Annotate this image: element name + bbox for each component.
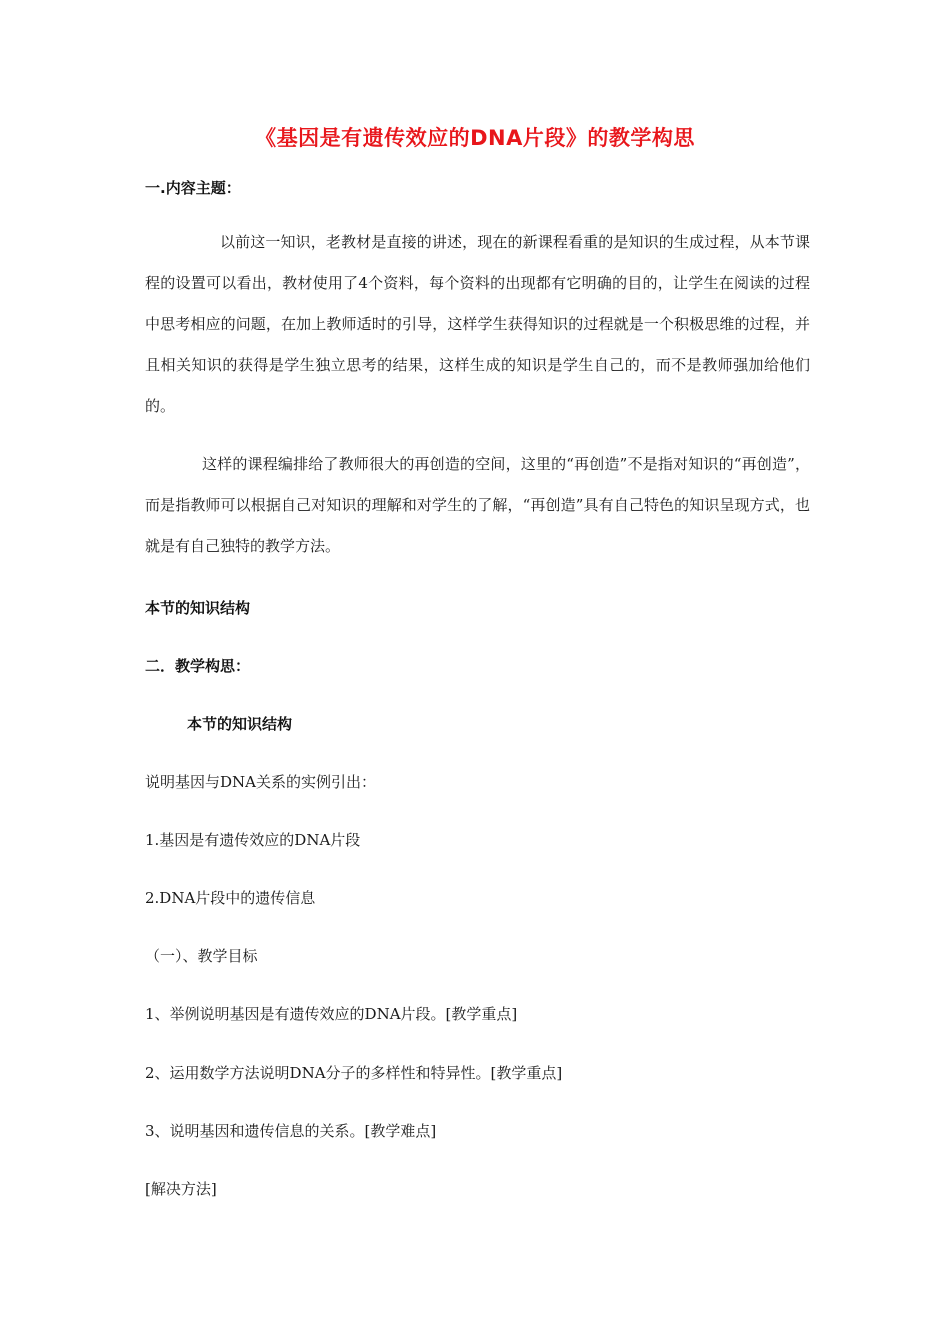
section2-heading: 二．教学构思： <box>145 657 251 675</box>
goals-heading: （一）、教学目标 <box>145 947 258 965</box>
document-title: 《基因是有遗传效应的DNA片段》的教学构思 <box>255 126 695 150</box>
goal-3: 3、说明基因和遗传信息的关系。[教学难点] <box>145 1122 437 1140</box>
knowledge-structure-heading: 本节的知识结构 <box>145 599 251 617</box>
knowledge-structure-subheading: 本节的知识结构 <box>187 715 293 733</box>
point-2: 2.DNA片段中的遗传信息 <box>145 889 316 907</box>
point-1: 1.基因是有遗传效应的DNA片段 <box>145 831 361 849</box>
goal-1: 1、举例说明基因是有遗传效应的DNA片段。[教学重点] <box>145 1005 518 1023</box>
paragraph-2: 这样的课程编排给了教师很大的再创造的空间，这里的“再创造”不是指对知识的“再创造”，而是指教师可以根据自己对知识的理解和对学生的了解，“再创造”具有自己特色的知识呈现方式，也就是有自己独特的教学方法。 <box>145 455 810 555</box>
goal-2: 2、运用数学方法说明DNA分子的多样性和特异性。[教学重点] <box>145 1064 563 1082</box>
paragraph-1: 以前这一知识，老教材是直接的讲述，现在的新课程看重的是知识的生成过程，从本节课程的设置可以看出，教材使用了4个资料，每个资料的出现都有它明确的目的，让学生在阅读的过程中思考相应的问题，在加上教师适时的引导，这样学生获得知识的过程就是一个积极思维的过程，并且相关知识的获得是学生独立思考的结果，这样生成的知识是学生自己的，而不是教师强加给他们的。 <box>145 233 810 415</box>
solution-heading: [解决方法] <box>145 1180 217 1198</box>
section1-heading: 一.内容主题： <box>145 179 241 197</box>
intro-line: 说明基因与DNA关系的实例引出： <box>145 773 376 791</box>
